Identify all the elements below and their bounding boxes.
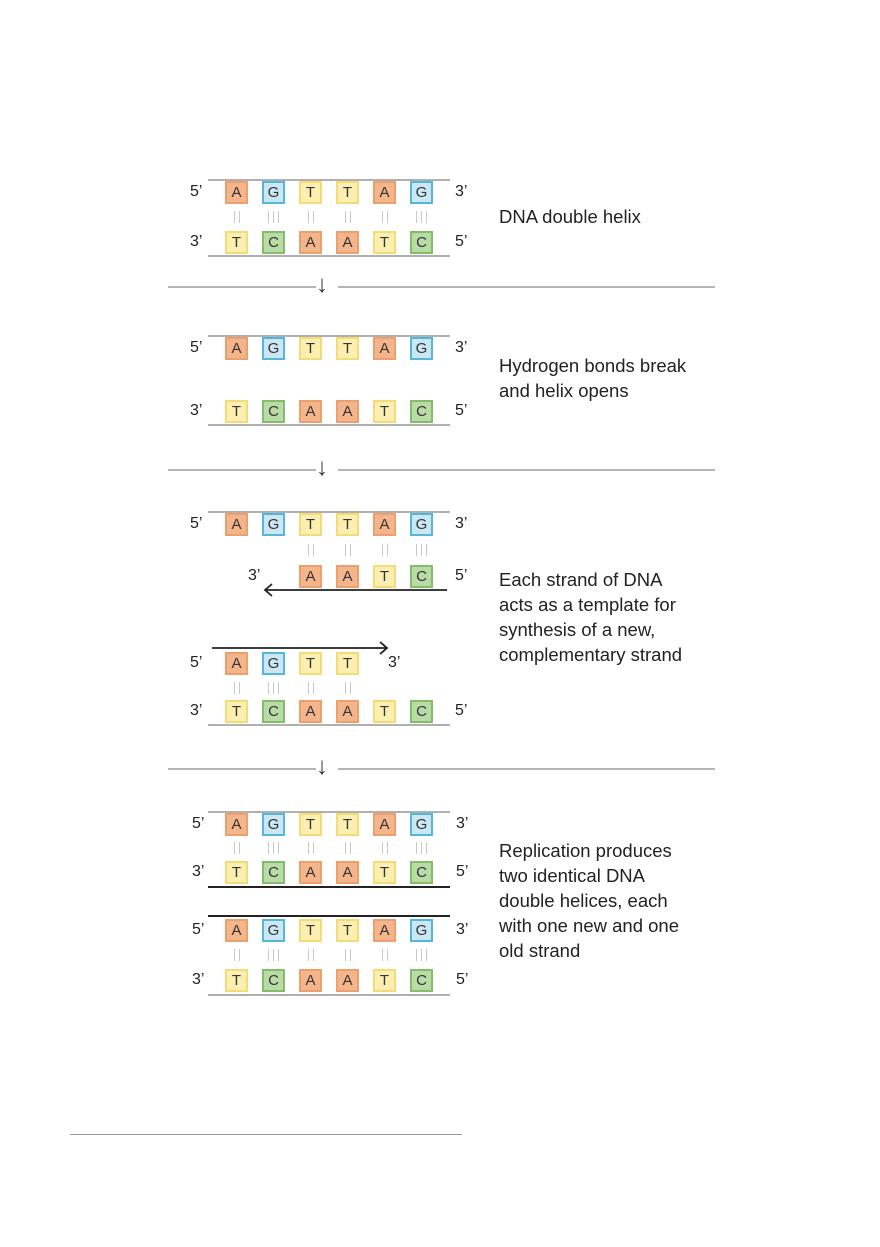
nucleotide-T: T [373, 969, 396, 992]
caption-line: acts as a template for [499, 594, 676, 615]
backbone-line [208, 886, 450, 888]
nucleotide-T: T [225, 231, 248, 254]
caption-line: and helix opens [499, 380, 629, 401]
hydrogen-bond [426, 949, 427, 961]
strand-5-3-label-left: 5’ [192, 921, 205, 938]
footnote-rule [70, 1134, 462, 1135]
strand-end-label-right: 3’ [455, 183, 468, 200]
strand-5-3-label-left: 3’ [192, 971, 205, 988]
hydrogen-bond [278, 949, 279, 961]
strand-5-3-label-left: 3’ [192, 863, 205, 880]
nucleotide-T: T [225, 400, 248, 423]
hydrogen-bond [350, 682, 351, 694]
strand-end-label-right: 5’ [456, 971, 469, 988]
strand-end-label-right: 3’ [456, 815, 469, 832]
nucleotide-C: C [410, 861, 433, 884]
hydrogen-bond [308, 949, 309, 961]
backbone-line [208, 424, 450, 426]
hydrogen-bond [387, 842, 388, 854]
nucleotide-T: T [336, 919, 359, 942]
hydrogen-bond [345, 949, 346, 961]
hydrogen-bond [278, 682, 279, 694]
strand-5-3-label-left: 3’ [248, 567, 261, 584]
nucleotide-T: T [299, 181, 322, 204]
nucleotide-T: T [225, 700, 248, 723]
hydrogen-bond [426, 544, 427, 556]
hydrogen-bond [387, 544, 388, 556]
backbone-line [208, 811, 450, 813]
nucleotide-T: T [336, 181, 359, 204]
nucleotide-G: G [262, 513, 285, 536]
nucleotide-C: C [262, 400, 285, 423]
hydrogen-bond [421, 949, 422, 961]
step-divider-right [338, 768, 715, 770]
nucleotide-A: A [225, 337, 248, 360]
hydrogen-bond [273, 682, 274, 694]
nucleotide-T: T [336, 813, 359, 836]
nucleotide-A: A [225, 181, 248, 204]
hydrogen-bond [416, 949, 417, 961]
hydrogen-bond [416, 842, 417, 854]
hydrogen-bond [308, 682, 309, 694]
nucleotide-A: A [373, 181, 396, 204]
nucleotide-G: G [410, 919, 433, 942]
strand-5-3-label-left: 5’ [190, 515, 203, 532]
strand-5-3-label-left: 3’ [190, 233, 203, 250]
hydrogen-bond [313, 842, 314, 854]
backbone-line [208, 511, 450, 513]
nucleotide-T: T [373, 700, 396, 723]
hydrogen-bond [268, 211, 269, 223]
strand-end-label-right: 5’ [455, 402, 468, 419]
caption-line: complementary strand [499, 644, 683, 665]
nucleotide-C: C [410, 969, 433, 992]
caption-line: two identical DNA [499, 865, 646, 886]
hydrogen-bond [387, 949, 388, 961]
hydrogen-bond [273, 842, 274, 854]
hydrogen-bond [239, 211, 240, 223]
hydrogen-bond [278, 842, 279, 854]
hydrogen-bond [313, 544, 314, 556]
nucleotide-T: T [299, 919, 322, 942]
hydrogen-bond [313, 211, 314, 223]
synthesis-direction-arrow [210, 641, 389, 655]
strand-end-label-right: 3’ [456, 921, 469, 938]
nucleotide-C: C [262, 861, 285, 884]
strand-5-3-label-left: 5’ [190, 339, 203, 356]
hydrogen-bond [268, 682, 269, 694]
nucleotide-A: A [225, 919, 248, 942]
hydrogen-bond [239, 842, 240, 854]
nucleotide-A: A [299, 861, 322, 884]
hydrogen-bond [313, 949, 314, 961]
nucleotide-A: A [336, 231, 359, 254]
hydrogen-bond [345, 682, 346, 694]
nucleotide-G: G [410, 337, 433, 360]
caption-line: with one new and one [499, 915, 679, 936]
strand-end-label-right: 5’ [455, 702, 468, 719]
strand-end-label-right: 5’ [456, 863, 469, 880]
strand-5-3-label-left: 5’ [192, 815, 205, 832]
step-caption [499, 838, 679, 963]
nucleotide-A: A [225, 652, 248, 675]
nucleotide-A: A [373, 919, 396, 942]
nucleotide-A: A [336, 969, 359, 992]
step-divider-right [338, 469, 715, 471]
step-caption [499, 204, 641, 229]
nucleotide-A: A [299, 565, 322, 588]
nucleotide-C: C [262, 700, 285, 723]
strand-5-3-label-left: 3’ [190, 402, 203, 419]
step-caption [499, 567, 682, 667]
strand-end-label-right: 3’ [388, 654, 401, 671]
nucleotide-A: A [336, 700, 359, 723]
strand-end-label-right: 5’ [455, 567, 468, 584]
nucleotide-G: G [410, 181, 433, 204]
backbone-line [208, 335, 450, 337]
hydrogen-bond [345, 842, 346, 854]
nucleotide-C: C [262, 231, 285, 254]
backbone-line [208, 915, 450, 917]
step-divider-left [168, 768, 316, 770]
strand-end-label-right: 3’ [455, 515, 468, 532]
hydrogen-bond [273, 211, 274, 223]
nucleotide-T: T [373, 861, 396, 884]
down-arrow-icon: ↓ [316, 271, 328, 298]
nucleotide-T: T [373, 565, 396, 588]
hydrogen-bond [421, 544, 422, 556]
step-divider-left [168, 286, 316, 288]
strand-5-3-label-left: 3’ [190, 702, 203, 719]
nucleotide-A: A [299, 400, 322, 423]
hydrogen-bond [345, 544, 346, 556]
step-divider-left [168, 469, 316, 471]
strand-5-3-label-left: 5’ [190, 654, 203, 671]
hydrogen-bond [426, 211, 427, 223]
hydrogen-bond [350, 842, 351, 854]
backbone-line [208, 255, 450, 257]
nucleotide-A: A [299, 231, 322, 254]
nucleotide-G: G [262, 813, 285, 836]
hydrogen-bond [382, 544, 383, 556]
hydrogen-bond [382, 949, 383, 961]
nucleotide-T: T [373, 400, 396, 423]
hydrogen-bond [382, 211, 383, 223]
nucleotide-A: A [225, 513, 248, 536]
nucleotide-T: T [299, 652, 322, 675]
hydrogen-bond [421, 211, 422, 223]
nucleotide-T: T [225, 969, 248, 992]
step-caption [499, 353, 686, 403]
hydrogen-bond [345, 211, 346, 223]
hydrogen-bond [416, 544, 417, 556]
nucleotide-A: A [299, 969, 322, 992]
nucleotide-A: A [336, 565, 359, 588]
caption-line: double helices, each [499, 890, 668, 911]
hydrogen-bond [308, 544, 309, 556]
down-arrow-icon: ↓ [316, 753, 328, 780]
nucleotide-T: T [299, 813, 322, 836]
caption-line: Each strand of DNA [499, 569, 663, 590]
hydrogen-bond [268, 949, 269, 961]
backbone-line [208, 994, 450, 996]
nucleotide-A: A [373, 513, 396, 536]
strand-end-label-right: 5’ [455, 233, 468, 250]
nucleotide-G: G [262, 652, 285, 675]
nucleotide-A: A [299, 700, 322, 723]
nucleotide-C: C [410, 400, 433, 423]
strand-end-label-right: 3’ [455, 339, 468, 356]
nucleotide-T: T [336, 513, 359, 536]
hydrogen-bond [308, 842, 309, 854]
hydrogen-bond [273, 949, 274, 961]
nucleotide-T: T [225, 861, 248, 884]
nucleotide-G: G [410, 813, 433, 836]
nucleotide-G: G [262, 919, 285, 942]
hydrogen-bond [234, 949, 235, 961]
nucleotide-C: C [410, 565, 433, 588]
backbone-line [208, 179, 450, 181]
nucleotide-C: C [410, 231, 433, 254]
down-arrow-icon: ↓ [316, 454, 328, 481]
nucleotide-T: T [336, 337, 359, 360]
hydrogen-bond [426, 842, 427, 854]
nucleotide-A: A [225, 813, 248, 836]
caption-line: Replication produces [499, 840, 672, 861]
nucleotide-C: C [262, 969, 285, 992]
hydrogen-bond [278, 211, 279, 223]
nucleotide-A: A [373, 813, 396, 836]
caption-line: old strand [499, 940, 581, 961]
hydrogen-bond [239, 682, 240, 694]
hydrogen-bond [313, 682, 314, 694]
synthesis-direction-arrow [263, 583, 449, 597]
nucleotide-G: G [410, 513, 433, 536]
nucleotide-A: A [336, 861, 359, 884]
hydrogen-bond [382, 842, 383, 854]
hydrogen-bond [350, 544, 351, 556]
hydrogen-bond [234, 842, 235, 854]
nucleotide-T: T [373, 231, 396, 254]
hydrogen-bond [387, 211, 388, 223]
nucleotide-G: G [262, 181, 285, 204]
caption-line: synthesis of a new, [499, 619, 656, 640]
nucleotide-T: T [336, 652, 359, 675]
nucleotide-T: T [299, 513, 322, 536]
caption-line: DNA double helix [499, 206, 641, 227]
hydrogen-bond [350, 211, 351, 223]
hydrogen-bond [416, 211, 417, 223]
backbone-line [208, 724, 450, 726]
hydrogen-bond [234, 211, 235, 223]
hydrogen-bond [268, 842, 269, 854]
strand-5-3-label-left: 5’ [190, 183, 203, 200]
step-divider-right [338, 286, 715, 288]
nucleotide-G: G [262, 337, 285, 360]
nucleotide-A: A [373, 337, 396, 360]
hydrogen-bond [308, 211, 309, 223]
hydrogen-bond [234, 682, 235, 694]
caption-line: Hydrogen bonds break [499, 355, 687, 376]
nucleotide-T: T [299, 337, 322, 360]
hydrogen-bond [350, 949, 351, 961]
nucleotide-A: A [336, 400, 359, 423]
hydrogen-bond [421, 842, 422, 854]
nucleotide-C: C [410, 700, 433, 723]
hydrogen-bond [239, 949, 240, 961]
